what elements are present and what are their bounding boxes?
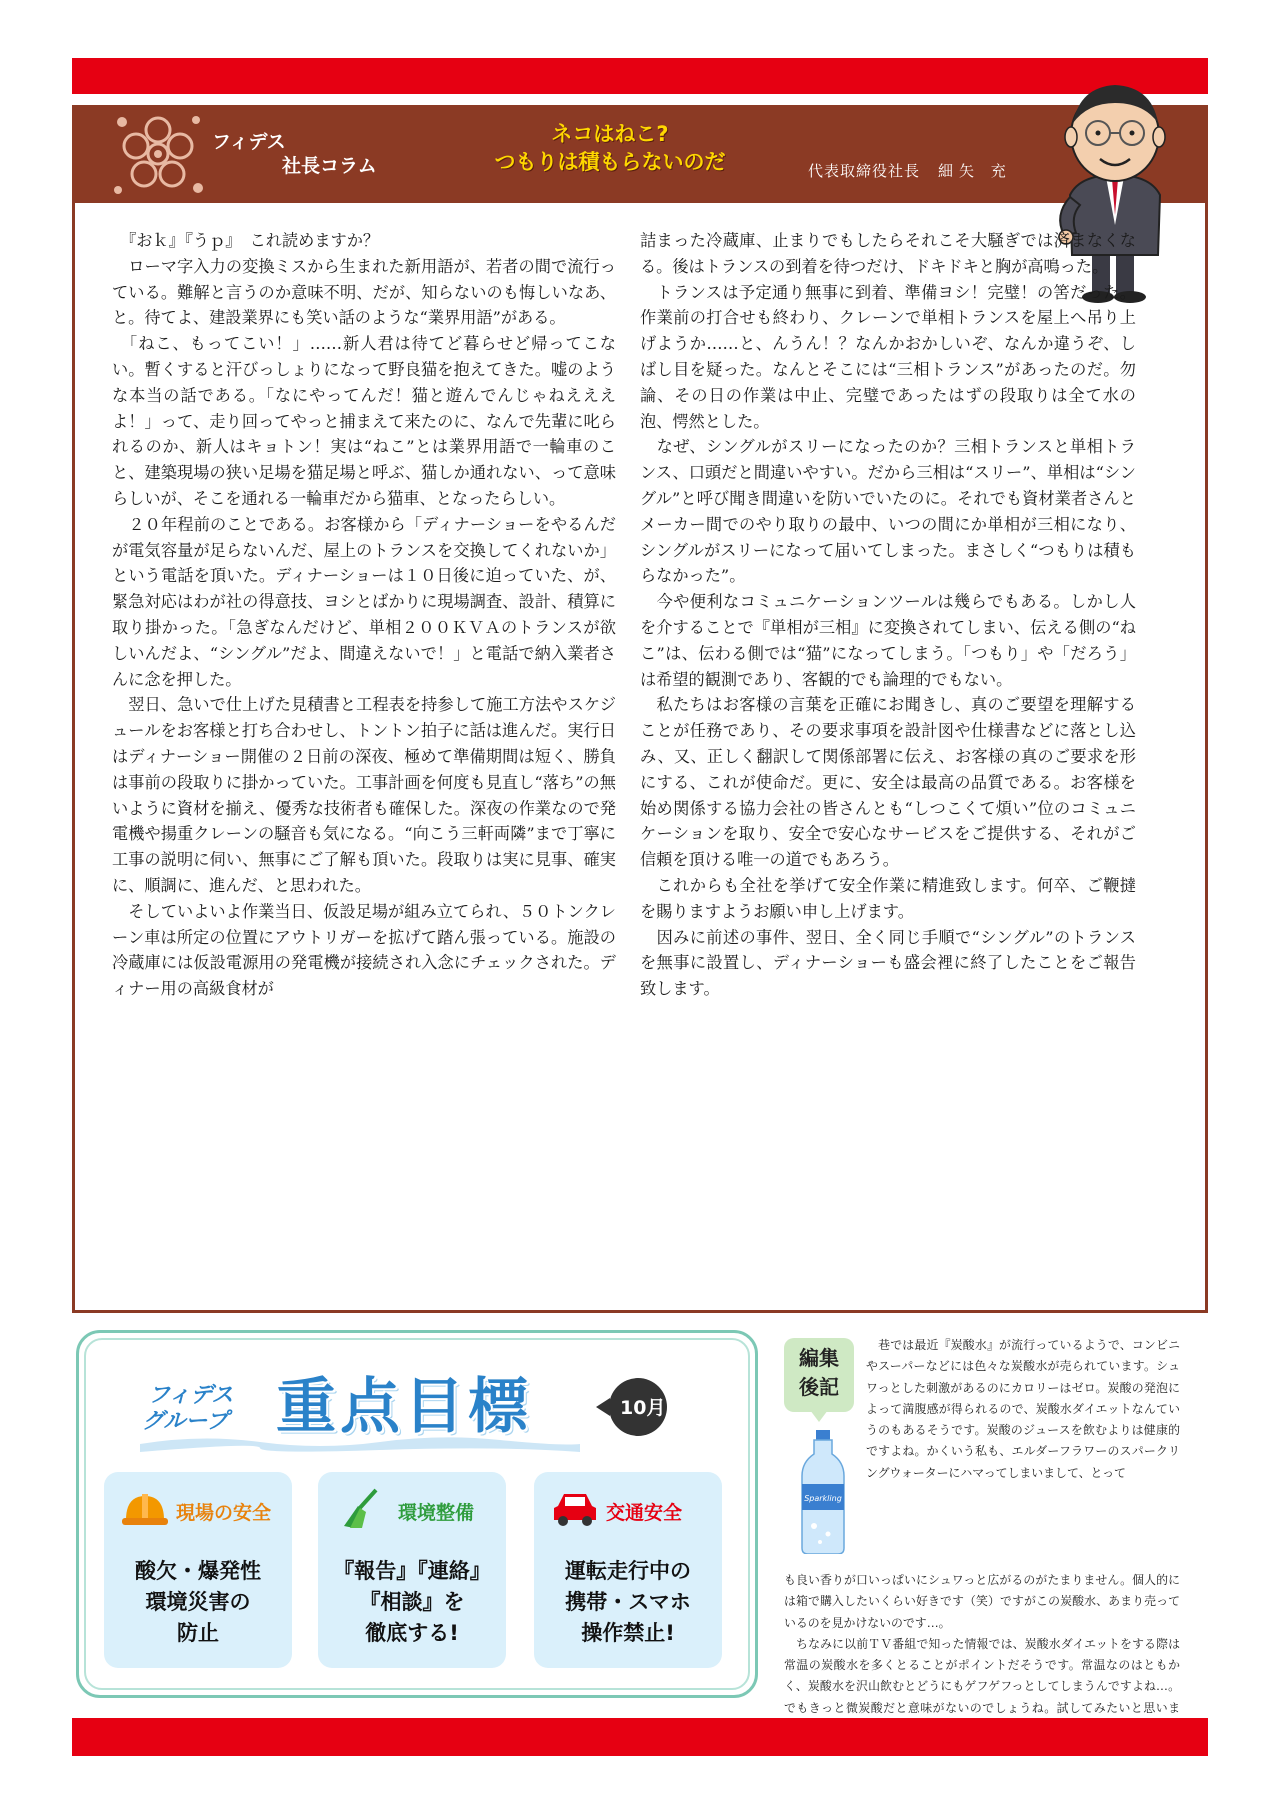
author-role: 代表取締役社長 bbox=[808, 162, 921, 180]
goal-card-body bbox=[104, 1556, 292, 1649]
goal-card-heading: 環境整備 bbox=[398, 1502, 475, 1524]
author-name: 細矢 充 bbox=[938, 162, 1012, 180]
column-paragraph: 「ねこ、もってこい！」……新人君は待てど暮らせど帰ってこない。暫くすると汗びっしょりになって野良猫を抱えてきた。嘘のような本当の話である。「なにやってんだ！猫と遊んでんじゃねえええよ！」って、走り回ってやっと捕まえて来たのに、なんで先輩に叱られるのか、新人はキョトン！実は“ねこ”とは業界用語で一輪車のこと、建築現場の狭い足場を猫足場と呼ぶ、猫しか通れない、って意味らしいが、そこを通れる一輪車だから猫車、となったらしい。 bbox=[112, 334, 616, 508]
goals-group-label bbox=[142, 1383, 234, 1435]
goal-card-line: 徹底する! bbox=[365, 1621, 459, 1645]
goal-card-heading: 交通安全 bbox=[606, 1502, 683, 1524]
column-paragraph: ローマ字入力の変換ミスから生まれた新用語が、若者の間で流行っている。難解と言うのか意味不明、だが、知らないのも悔しいなあ、と。待てよ、建設業界にも笑い話のような“業界用語”がある。 bbox=[112, 256, 616, 328]
column-body-right bbox=[640, 228, 1136, 1002]
goal-card-line: 運転走行中の bbox=[565, 1559, 691, 1583]
editor-note-paragraph: 巷では最近『炭酸水』が流行っているようで、コンビニやスーパーなどには色々な炭酸水が売られています。シュワっとした刺激があるのにカロリーはゼロ。炭酸の発泡によって満腹感が得られるので、炭酸水ダイエットなんていうのもあるそうです。炭酸のジュースを飲むよりは健康的ですよね。かくいう私も、エルダーフラワーのスパークリングウォーターにハマってしまいまして、とって bbox=[866, 1338, 1180, 1480]
editor-note-paragraph: ちなみに以前ＴＶ番組で知った情報では、炭酸水ダイエットをする際は常温の炭酸水を多くとることがポイントだそうです。常温なのはともかく、炭酸水を沢山飲むとどうにもゲフゲフっとしてしまうんですよね…。でもきっと微炭酸だと意味がないのでしょうね。試してみたいと思いま bbox=[784, 1636, 1180, 1715]
goal-card-line: 環境災害の bbox=[145, 1590, 251, 1614]
column-title-line1: ネコはねこ? bbox=[551, 122, 669, 146]
flower-ornament-icon bbox=[108, 108, 208, 200]
goals-month: 10月 bbox=[620, 1397, 666, 1419]
column-title-line2: つもりは積もらないのだ bbox=[494, 150, 726, 174]
goal-card-line: 操作禁止! bbox=[581, 1621, 675, 1645]
bottom-red-band bbox=[72, 1718, 1208, 1756]
sparkling-water-bottle-icon bbox=[800, 1430, 846, 1554]
column-paragraph: 今や便利なコミュニケーションツールは幾らでもある。しかし人を介することで『単相が三相』に変換されてしまい、伝える側の“ねこ”は、伝わる側では“猫”になってしまう。「つもり」や「だろう」は希望的観測であり、客観的でも論理的でもない。 bbox=[640, 592, 1136, 689]
hard-hat-icon bbox=[122, 1488, 168, 1528]
column-paragraph: ２０年程前のことである。お客様から「ディナーショーをやるんだが電気容量が足らないんだ、屋上のトランスを交換してくれないか」という電話を頂いた。ディナーショーは１０日後に迫っていた、が、緊急対応はわが社の得意技、ヨシとばかりに現場調査、設計、積算に取り掛かった。「急ぎなんだけど、単相２００ＫＶＡのトランスが欲しいんだよ、“シングル”だよ、間違えないで！」と電話で納入業者さんに念を押した。 bbox=[112, 514, 616, 689]
goal-card-line: 防止 bbox=[177, 1621, 219, 1645]
column-paragraph: 因みに前述の事件、翌日、全く同じ手順で“シングル”のトランスを無事に設置し、ディナーショーも盛会裡に終了したことをご報告致します。 bbox=[640, 927, 1136, 999]
column-paragraph: なぜ、シングルがスリーになったのか？三相トランスと単相トランス、口頭だと間違いやすい。だから三相は“スリー”、単相は“シングル”と呼び聞き間違いを防いでいたのに。それでも資材業者さんとメーカー間でのやり取りの最中、いつの間にか単相が三相になり、シングルがスリーになって届いてしまった。まさしく“つもりは積もらなかった”。 bbox=[640, 437, 1136, 586]
goal-card-site-safety bbox=[104, 1472, 292, 1668]
editor-note-paragraph: も良い香りが口いっぱいにシュワっと広がるのがたまりません。個人的には箱で購入したいくらい好きです（笑）ですがこの炭酸水、あまり売っているのを見かけないのです…。 bbox=[784, 1573, 1180, 1630]
column-author bbox=[808, 160, 1012, 181]
column-title bbox=[450, 120, 770, 176]
series-label-line2: 社長コラム bbox=[282, 155, 377, 177]
goal-card-body bbox=[318, 1556, 506, 1649]
editor-note-text-bottom bbox=[784, 1570, 1180, 1740]
column-paragraph: これからも全社を挙げて安全作業に精進致します。何卒、ご鞭撻を賜りますようお願い申し上げます。 bbox=[640, 875, 1136, 921]
column-body-left bbox=[112, 228, 616, 1002]
column-paragraph: 私たちはお客様の言葉を正確にお聞きし、真のご要望を理解することが任務であり、その要求事項を設計図や仕様書などに落とし込み、又、正しく翻訳して関係部署に伝え、お客様の真のご要求を形にする、これが使命だ。更に、安全は最高の品質である。お客様を始め関係する協力会社の皆さんとも“しつこくて煩い”位のコミュニケーションを取り、安全で安心なサービスをご提供する、それがご信頼を頂ける唯一の道でもあろう。 bbox=[640, 695, 1136, 870]
editor-note-badge-line2: 後記 bbox=[799, 1375, 839, 1399]
goal-card-line: 『報告』『連絡』 bbox=[333, 1559, 491, 1583]
goal-card-line: 携帯・スマホ bbox=[565, 1590, 691, 1614]
broom-icon bbox=[336, 1488, 382, 1528]
series-label-line1: フィデス bbox=[212, 131, 286, 153]
goal-card-body bbox=[534, 1556, 722, 1649]
goal-card-environment bbox=[318, 1472, 506, 1668]
column-paragraph: トランスは予定通り無事に到着、準備ヨシ！完璧！の筈だった。作業前の打合せも終わり、クレーンで単相トランスを屋上へ吊り上げようか……と、んうん！？なんかおかしいぞ、なんか違うぞ、しばし目を疑った。なんとそこには“三相トランス”があったのだ。勿論、その日の作業は中止、完璧であったはずの段取りは全て水の泡、愕然とした。 bbox=[640, 282, 1136, 431]
editor-note-text-top bbox=[866, 1335, 1180, 1484]
goals-title: 重点目標 bbox=[276, 1372, 532, 1442]
column-paragraph: 詰まった冷蔵庫、止まりでもしたらそれこそ大騒ぎでは済まなくなる。後はトランスの到着を待つだけ、ドキドキと胸が高鳴った。 bbox=[640, 231, 1136, 276]
column-paragraph: 『おｋ』『うｐ』 これ読めますか？ bbox=[112, 231, 380, 250]
goals-group-line1: フィデス bbox=[148, 1383, 234, 1408]
bottle-label: Sparkling bbox=[804, 1494, 842, 1503]
editor-note-badge-tail bbox=[810, 1410, 828, 1422]
goal-card-line: 『相談』を bbox=[359, 1590, 465, 1614]
goals-group-line2: グループ bbox=[142, 1409, 229, 1434]
goal-card-line: 酸欠・爆発性 bbox=[135, 1559, 261, 1583]
column-paragraph: そしていよいよ作業当日、仮設足場が組み立てられ、５０トンクレーン車は所定の位置にアウトリガーを拡げて踏ん張っている。施設の冷蔵庫には仮設電源用の発電機が接続され入念にチェックされた。ディナー用の高級食材が bbox=[112, 901, 616, 999]
editor-note-badge-line1: 編集 bbox=[799, 1346, 839, 1370]
editor-note-badge-label bbox=[784, 1344, 854, 1402]
goal-card-traffic-safety bbox=[534, 1472, 722, 1668]
car-icon bbox=[552, 1488, 598, 1528]
goal-card-heading: 現場の安全 bbox=[176, 1502, 272, 1524]
column-paragraph: 翌日、急いで仕上げた見積書と工程表を持参して施工方法やスケジュールをお客様と打ち合わせし、トントン拍子に話は進んだ。実行日はディナーショー開催の２日前の深夜、極めて準備期間は短く、勝負は事前の段取りに掛かっていた。工事計画を何度も見直し“落ち”の無いように資材を揃え、優秀な技術者も確保した。深夜の作業なので発電機や揚重クレーンの騒音も気になる。“向こう三軒両隣”まで丁寧に工事の説明に伺い、無事にご了解も頂いた。段取りは実に見事、確実に、順調に、進んだ、と思われた。 bbox=[112, 695, 616, 895]
top-red-band bbox=[72, 58, 1208, 94]
column-series-label bbox=[212, 130, 377, 178]
